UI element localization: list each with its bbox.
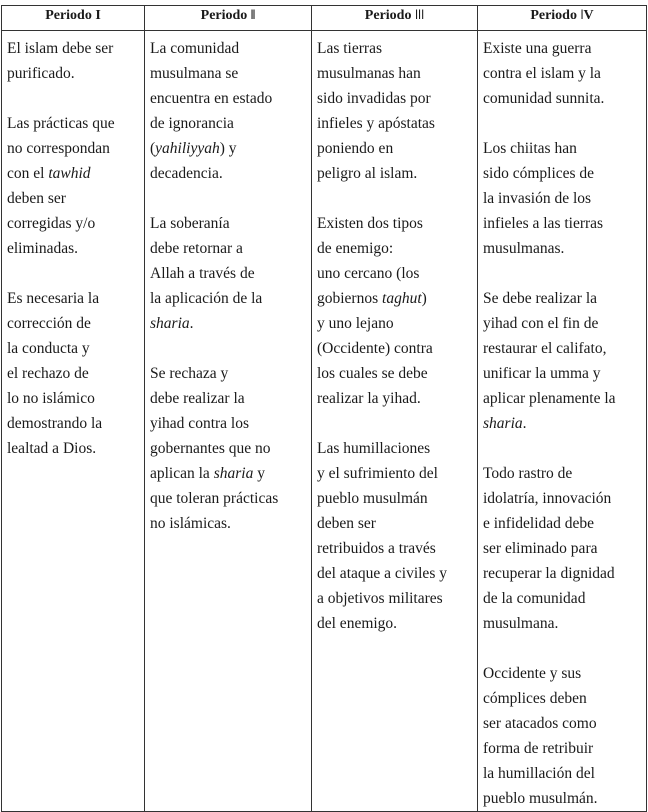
text-line bbox=[483, 661, 642, 686]
text-line bbox=[483, 186, 642, 211]
text-line bbox=[317, 561, 473, 586]
text-segment: y bbox=[253, 465, 265, 482]
text-segment: unificar la umma y bbox=[483, 365, 601, 382]
text-segment: poniendo en bbox=[317, 140, 394, 157]
text-line bbox=[317, 36, 473, 61]
text-segment: musulmana se bbox=[150, 65, 239, 82]
text-segment: . bbox=[522, 415, 527, 432]
text-line bbox=[483, 461, 642, 486]
text-segment: de enemigo: bbox=[317, 240, 394, 257]
cell-periodo-1 bbox=[2, 31, 145, 812]
text-line bbox=[150, 311, 307, 336]
paragraph bbox=[483, 461, 642, 636]
text-segment: deben ser bbox=[317, 515, 376, 532]
text-line bbox=[317, 511, 473, 536]
text-line bbox=[483, 586, 642, 611]
text-line bbox=[7, 161, 140, 186]
text-segment: la conducta y bbox=[7, 340, 90, 357]
text-line bbox=[150, 436, 307, 461]
text-segment: de ignorancia bbox=[150, 115, 234, 132]
text-segment: Existe una guerra bbox=[483, 40, 592, 57]
text-line bbox=[483, 611, 642, 636]
text-line bbox=[150, 461, 307, 486]
text-line bbox=[317, 61, 473, 86]
text-segment: forma de retribuir bbox=[483, 740, 594, 757]
text-line bbox=[483, 161, 642, 186]
text-line bbox=[150, 386, 307, 411]
text-line bbox=[483, 411, 642, 436]
text-line bbox=[7, 186, 140, 211]
text-line bbox=[483, 786, 642, 811]
text-segment: demostrando la bbox=[7, 415, 103, 432]
header-periodo-4: Periodo ǀV bbox=[478, 6, 647, 31]
text-line bbox=[7, 36, 140, 61]
text-line bbox=[150, 236, 307, 261]
text-segment: Las prácticas que bbox=[7, 115, 115, 132]
text-line bbox=[7, 236, 140, 261]
text-line bbox=[483, 761, 642, 786]
text-segment: gobernantes que no bbox=[150, 440, 271, 457]
text-line bbox=[150, 511, 307, 536]
text-line bbox=[483, 336, 642, 361]
text-line bbox=[150, 111, 307, 136]
text-line bbox=[483, 486, 642, 511]
text-line bbox=[7, 286, 140, 311]
text-segment: Occidente y sus bbox=[483, 665, 582, 682]
text-line bbox=[317, 436, 473, 461]
text-line bbox=[150, 161, 307, 186]
paragraph bbox=[150, 211, 307, 336]
text-line bbox=[7, 336, 140, 361]
paragraph bbox=[7, 286, 140, 461]
text-line bbox=[150, 286, 307, 311]
text-segment: con el bbox=[7, 165, 49, 182]
text-line bbox=[317, 536, 473, 561]
text-segment: musulmanas han bbox=[317, 65, 421, 82]
text-line bbox=[317, 111, 473, 136]
paragraph bbox=[150, 36, 307, 186]
text-segment: la aplicación de la bbox=[150, 290, 263, 307]
text-line bbox=[483, 136, 642, 161]
text-line bbox=[150, 261, 307, 286]
text-line bbox=[150, 411, 307, 436]
text-segment: el rechazo de bbox=[7, 365, 89, 382]
cell-periodo-3 bbox=[312, 31, 478, 812]
text-line bbox=[483, 511, 642, 536]
text-segment: deben ser bbox=[7, 190, 66, 207]
text-segment: y uno lejano bbox=[317, 315, 394, 332]
text-line bbox=[317, 211, 473, 236]
text-segment: musulmana. bbox=[483, 615, 559, 632]
text-segment: debe retornar a bbox=[150, 240, 243, 257]
text-segment: ( bbox=[150, 140, 156, 157]
italic-term: sharia bbox=[150, 315, 190, 332]
paragraph bbox=[483, 136, 642, 261]
text-segment: Allah a través de bbox=[150, 265, 255, 282]
body-row bbox=[2, 31, 647, 812]
text-segment: infieles y apóstatas bbox=[317, 115, 435, 132]
paragraph bbox=[483, 36, 642, 111]
text-line bbox=[7, 61, 140, 86]
text-segment: Los chiitas han bbox=[483, 140, 577, 157]
text-line bbox=[7, 411, 140, 436]
italic-term: sharia bbox=[213, 465, 254, 482]
text-line bbox=[317, 586, 473, 611]
text-line bbox=[483, 211, 642, 236]
text-segment: musulmanas. bbox=[483, 240, 565, 257]
text-line bbox=[483, 711, 642, 736]
text-segment: corregidas y/o bbox=[7, 215, 96, 232]
text-line bbox=[483, 686, 642, 711]
text-line bbox=[7, 111, 140, 136]
text-segment: retribuidos a través bbox=[317, 540, 436, 557]
text-line bbox=[317, 136, 473, 161]
text-line bbox=[317, 261, 473, 286]
text-segment: Se debe realizar la bbox=[483, 290, 598, 307]
text-segment: a objetivos militares bbox=[317, 590, 443, 607]
text-segment: Es necesaria la bbox=[7, 290, 100, 307]
text-line bbox=[483, 61, 642, 86]
text-line bbox=[150, 86, 307, 111]
text-line bbox=[317, 611, 473, 636]
text-line bbox=[317, 286, 473, 311]
text-line bbox=[7, 136, 140, 161]
text-line bbox=[150, 136, 307, 161]
text-line bbox=[150, 361, 307, 386]
paragraph bbox=[7, 111, 140, 261]
paragraph bbox=[150, 361, 307, 536]
text-line bbox=[317, 461, 473, 486]
cell-periodo-2 bbox=[145, 31, 312, 812]
text-line bbox=[7, 386, 140, 411]
text-segment: encuentra en estado bbox=[150, 90, 273, 107]
text-segment: . bbox=[189, 315, 194, 332]
italic-term: taghut bbox=[382, 290, 422, 307]
text-segment: decadencia. bbox=[150, 165, 223, 182]
text-segment: ) bbox=[421, 290, 427, 307]
text-line bbox=[317, 386, 473, 411]
text-line bbox=[483, 361, 642, 386]
text-line bbox=[483, 386, 642, 411]
text-line bbox=[317, 311, 473, 336]
text-segment: gobiernos bbox=[317, 290, 383, 307]
paragraph bbox=[483, 661, 642, 811]
text-segment: cómplices deben bbox=[483, 690, 587, 707]
text-line bbox=[317, 336, 473, 361]
italic-term: tawhid bbox=[48, 165, 91, 182]
italic-term: sharia bbox=[483, 415, 523, 432]
text-line bbox=[317, 236, 473, 261]
text-segment: lo no islámico bbox=[7, 390, 95, 407]
text-segment: Las humillaciones bbox=[317, 440, 431, 457]
text-segment: uno cercano (los bbox=[317, 265, 420, 282]
text-line bbox=[150, 211, 307, 236]
text-segment: yihad con el fin de bbox=[483, 315, 599, 332]
text-segment: ser atacados como bbox=[483, 715, 597, 732]
text-segment: debe realizar la bbox=[150, 390, 245, 407]
text-segment: ser eliminado para bbox=[483, 540, 598, 557]
text-line bbox=[483, 311, 642, 336]
paragraph bbox=[7, 36, 140, 86]
text-segment: y el sufrimiento del bbox=[317, 465, 438, 482]
text-line bbox=[317, 161, 473, 186]
text-segment: no islámicas. bbox=[150, 515, 231, 532]
text-segment: sido cómplices de bbox=[483, 165, 595, 182]
text-line bbox=[317, 361, 473, 386]
italic-term: yahiliyyah bbox=[155, 140, 220, 157]
header-periodo-1: Periodo I bbox=[2, 6, 145, 31]
text-line bbox=[150, 486, 307, 511]
text-segment: no correspondan bbox=[7, 140, 110, 157]
text-segment: idolatría, innovación bbox=[483, 490, 612, 507]
text-line bbox=[483, 536, 642, 561]
text-segment: ) y bbox=[219, 140, 237, 157]
text-line bbox=[150, 61, 307, 86]
text-line bbox=[483, 561, 642, 586]
text-segment: aplican la bbox=[150, 465, 214, 482]
text-segment: Existen dos tipos bbox=[317, 215, 423, 232]
text-segment: (Occidente) contra bbox=[317, 340, 433, 357]
text-line bbox=[483, 236, 642, 261]
text-line bbox=[7, 361, 140, 386]
paragraph bbox=[317, 36, 473, 186]
text-segment: la humillación del bbox=[483, 765, 595, 782]
text-segment: purificado. bbox=[7, 65, 75, 82]
text-segment: lealtad a Dios. bbox=[7, 440, 97, 457]
text-segment: infieles a las tierras bbox=[483, 215, 604, 232]
text-segment: yihad contra los bbox=[150, 415, 250, 432]
cell-periodo-4 bbox=[478, 31, 647, 812]
text-segment: e infidelidad debe bbox=[483, 515, 595, 532]
text-segment: del ataque a civiles y bbox=[317, 565, 447, 582]
text-line bbox=[483, 286, 642, 311]
text-line bbox=[7, 436, 140, 461]
text-segment: La soberanía bbox=[150, 215, 230, 232]
text-segment: recuperar la dignidad bbox=[483, 565, 615, 582]
text-segment: comunidad sunnita. bbox=[483, 90, 605, 107]
header-periodo-2: Periodo ǁ bbox=[145, 6, 312, 31]
header-row bbox=[2, 6, 647, 31]
text-segment: Todo rastro de bbox=[483, 465, 573, 482]
header-periodo-3: Periodo ǀǀǀ bbox=[312, 6, 478, 31]
text-segment: corrección de bbox=[7, 315, 91, 332]
text-segment: aplicar plenamente la bbox=[483, 390, 616, 407]
text-segment: Se rechaza y bbox=[150, 365, 229, 382]
text-segment: El islam debe ser bbox=[7, 40, 114, 57]
text-line bbox=[150, 36, 307, 61]
text-line bbox=[317, 486, 473, 511]
text-segment: pueblo musulmán bbox=[317, 490, 428, 507]
paragraph bbox=[317, 436, 473, 636]
text-line bbox=[483, 86, 642, 111]
text-segment: La comunidad bbox=[150, 40, 240, 57]
text-segment: eliminadas. bbox=[7, 240, 79, 257]
text-segment: Las tierras bbox=[317, 40, 382, 57]
text-line bbox=[317, 86, 473, 111]
periods-table bbox=[1, 5, 647, 812]
text-segment: de la comunidad bbox=[483, 590, 586, 607]
text-segment: sido invadidas por bbox=[317, 90, 431, 107]
paragraph bbox=[483, 286, 642, 436]
text-line bbox=[7, 311, 140, 336]
text-line bbox=[483, 36, 642, 61]
text-line bbox=[483, 736, 642, 761]
text-line bbox=[7, 211, 140, 236]
text-segment: que toleran prácticas bbox=[150, 490, 279, 507]
text-segment: restaurar el califato, bbox=[483, 340, 607, 357]
text-segment: los cuales se debe bbox=[317, 365, 428, 382]
paragraph bbox=[317, 211, 473, 411]
text-segment: contra el islam y la bbox=[483, 65, 601, 82]
text-segment: del enemigo. bbox=[317, 615, 398, 632]
text-segment: realizar la yihad. bbox=[317, 390, 421, 407]
text-segment: peligro al islam. bbox=[317, 165, 418, 182]
text-segment: la invasión de los bbox=[483, 190, 592, 207]
text-segment: pueblo musulmán. bbox=[483, 790, 598, 807]
